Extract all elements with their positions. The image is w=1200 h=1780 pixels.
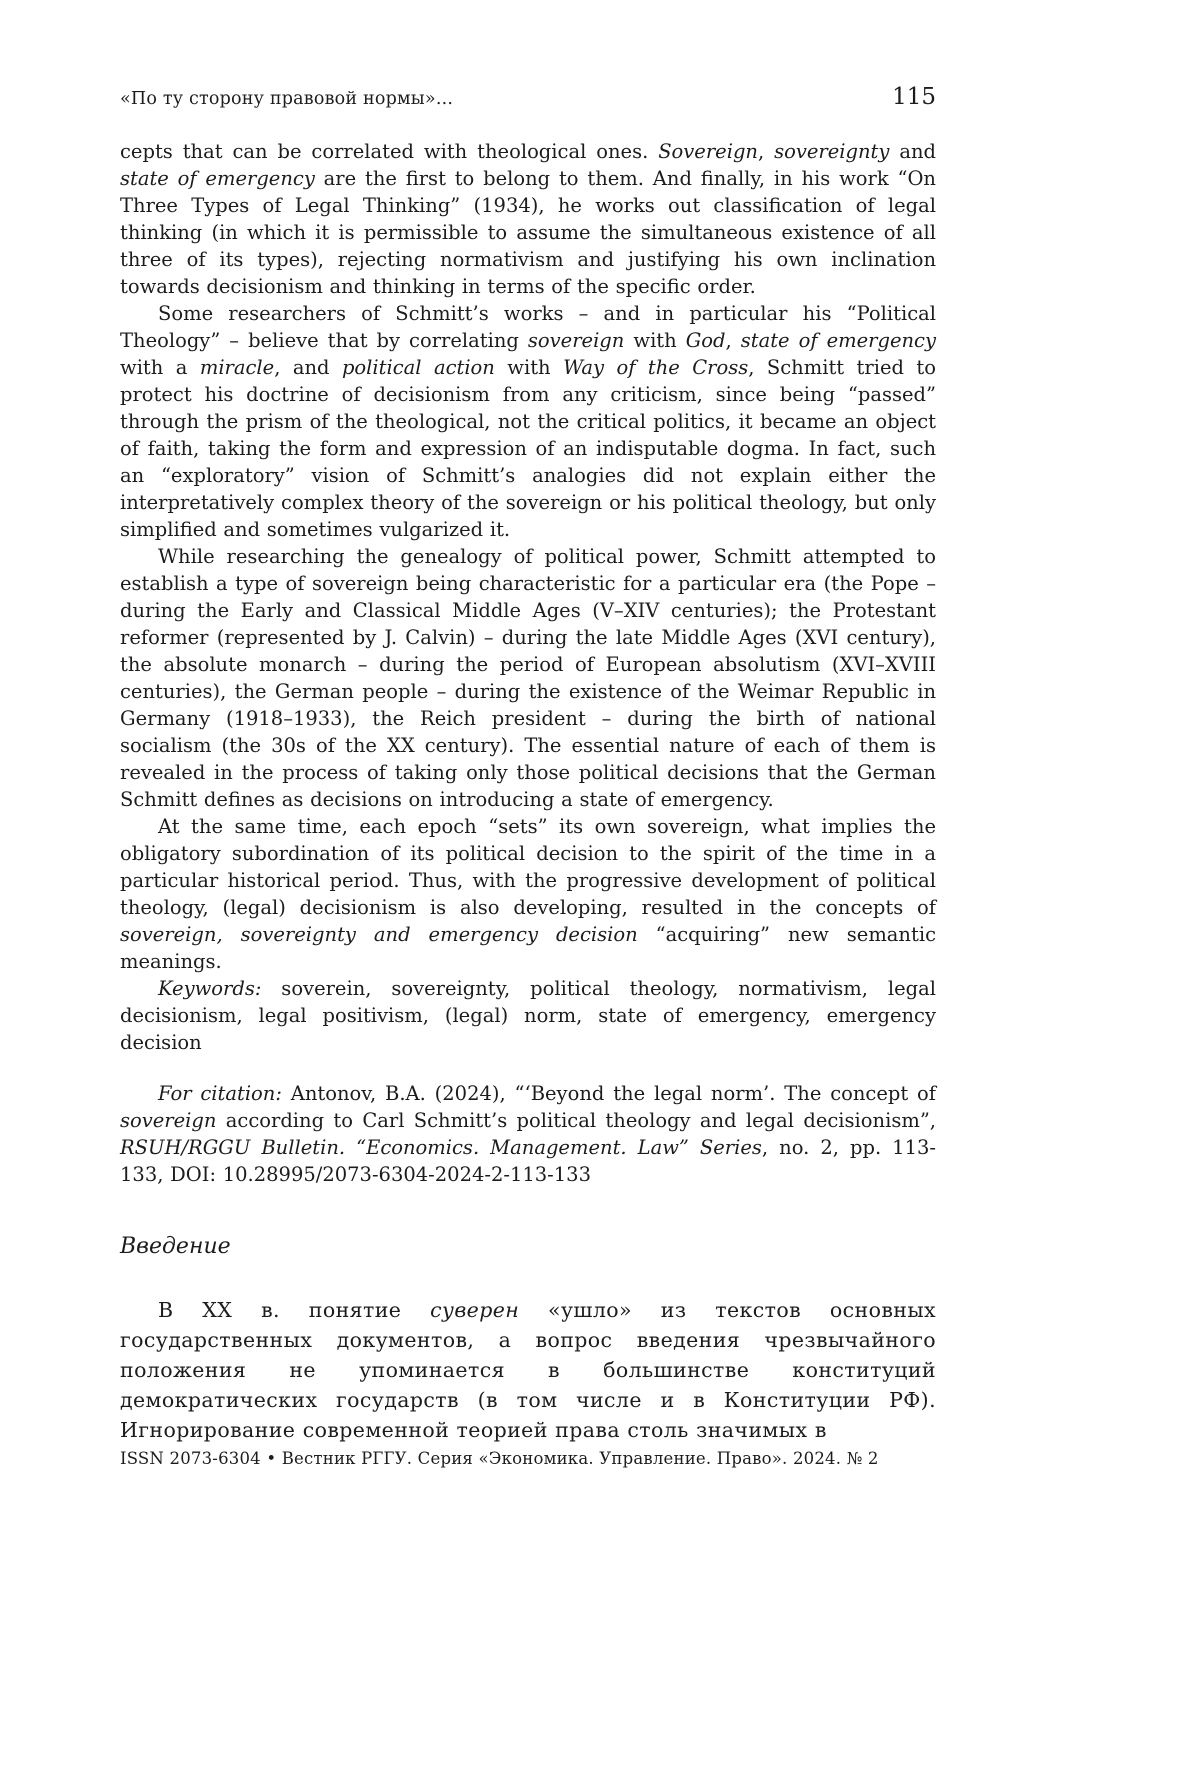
article-body (120, 138, 936, 1445)
italic-text-segment: sovereign (527, 329, 625, 352)
text-segment: with (624, 329, 686, 352)
text-segment: At the same time, each epoch “sets” its own sovereign, what implies the obligatory subordination of its political decision to the spirit of the time in a particular historical period. Thus, with the progressive development of political theology, (legal) decisionism is also developing, resulted in the concepts of (120, 815, 936, 919)
continued-paragraph (120, 138, 936, 300)
text-segment: cepts that can be correlated with theological ones. (120, 140, 659, 163)
text-segment: with a (120, 356, 200, 379)
text-segment: , (725, 329, 741, 352)
italic-text-segment: Sovereign (658, 140, 758, 163)
page-footer (120, 1449, 936, 1468)
text-segment: , Schmitt tried to protect his doctrine of decisionism from any criticism, since being “passed” through the prism of the theological, not the critical politics, it became an object of faith, taking the form and expression of an indisputable dogma. In fact, such an “exploratory” vision of Schmitt’s analogies did not explain either the interpretatively complex theory of the sovereign or his political theology, but only simplified and sometimes vulgarized it. (120, 356, 936, 541)
text-segment: , no. 2, pp. 113-133, DOI: 10.28995/2073-6304-2024-2-113-133 (120, 1136, 936, 1186)
italic-text-segment: For citation: (158, 1082, 282, 1105)
paragraph (120, 543, 936, 813)
text-segment: according to Carl Schmitt’s political theology and legal decisionism”, (216, 1109, 936, 1132)
text-segment: While researching the genealogy of political power, Schmitt attempted to establish a type of sovereign being characteristic for a particular era (the Pope – during the Early and Classical Middle Ages (V–XIV centuries); the Protestant reformer (represented by J. Calvin) – during the late Middle Ages (XVI century), the absolute monarch – during the period of European absolutism (XVI–XVIII centuries), the German people – during the existence of the Weimar Republic in Germany (1918–1933), the Reich president – during the birth of national socialism (the 30s of the XX century). The essential nature of each of them is revealed in the process of taking only those political decisions that the German Schmitt defines as decisions on introducing a state of emergency. (120, 545, 936, 811)
paragraph (120, 300, 936, 543)
italic-text-segment: state of emergency (740, 329, 936, 352)
italic-text-segment: political action (341, 356, 495, 379)
italic-text-segment: miracle (199, 356, 275, 379)
text-segment: Some researchers of Schmitt’s works – and in particular his “Political Theology” – believe that by correlating (120, 302, 936, 352)
italic-text-segment: sovereign (120, 1109, 217, 1132)
italic-text-segment: суверен (430, 1298, 520, 1322)
italic-text-segment: sovereign, sovereignty and emergency decision (120, 923, 638, 946)
text-segment: «ушло» из текстов основных государственных документов, а вопрос введения чрезвычайного положения не упоминается в большинстве конституций демократических государств (в том числе и в Конституции РФ). Игнорирование современной теорией права столь значимых в (120, 1298, 937, 1442)
page-header (120, 84, 936, 110)
keywords-paragraph (120, 975, 936, 1056)
citation-paragraph (120, 1080, 936, 1188)
text-segment: , and (274, 356, 342, 379)
italic-text-segment: Keywords: (158, 977, 262, 1000)
intro-paragraph (120, 1295, 936, 1445)
text-segment: with (494, 356, 564, 379)
running-title: «По ту сторону правовой нормы»... (120, 89, 454, 109)
text-segment: are the first to belong to them. And finally, in his work “On Three Types of Legal Thinking” (1934), he works out classification of legal thinking (in which it is permissible to assume the simultaneous existence of all three of its types), rejecting normativism and justifying his own inclination towards decisionism and thinking in terms of the specific order. (120, 167, 936, 298)
section-heading: Введение (120, 1234, 231, 1259)
text-segment: soverein, sovereignty, political theology, normativism, legal decisionism, legal positivism, (legal) norm, state of emergency, emergency decision (120, 977, 936, 1054)
text-segment: “acquiring” new semantic meanings. (120, 923, 936, 973)
italic-text-segment: state of emergency (120, 167, 315, 190)
text-segment: , (757, 140, 775, 163)
text-segment: В XX в. понятие (158, 1298, 431, 1322)
italic-text-segment: Way of the Cross (563, 356, 749, 379)
italic-text-segment: RSUH/RGGU Bulletin. “Economics. Management. Law” Series (120, 1136, 762, 1159)
italic-text-segment: sovereignty (774, 140, 890, 163)
footer-text: ISSN 2073-6304 • Вестник РГГУ. Серия «Экономика. Управление. Право». 2024. № 2 (120, 1449, 879, 1468)
text-segment: and (889, 140, 936, 163)
italic-text-segment: God (685, 329, 726, 352)
paragraph (120, 813, 936, 975)
page-number: 115 (892, 84, 936, 110)
text-segment: Antonov, B.A. (2024), “‘Beyond the legal norm’. The concept of (281, 1082, 936, 1105)
